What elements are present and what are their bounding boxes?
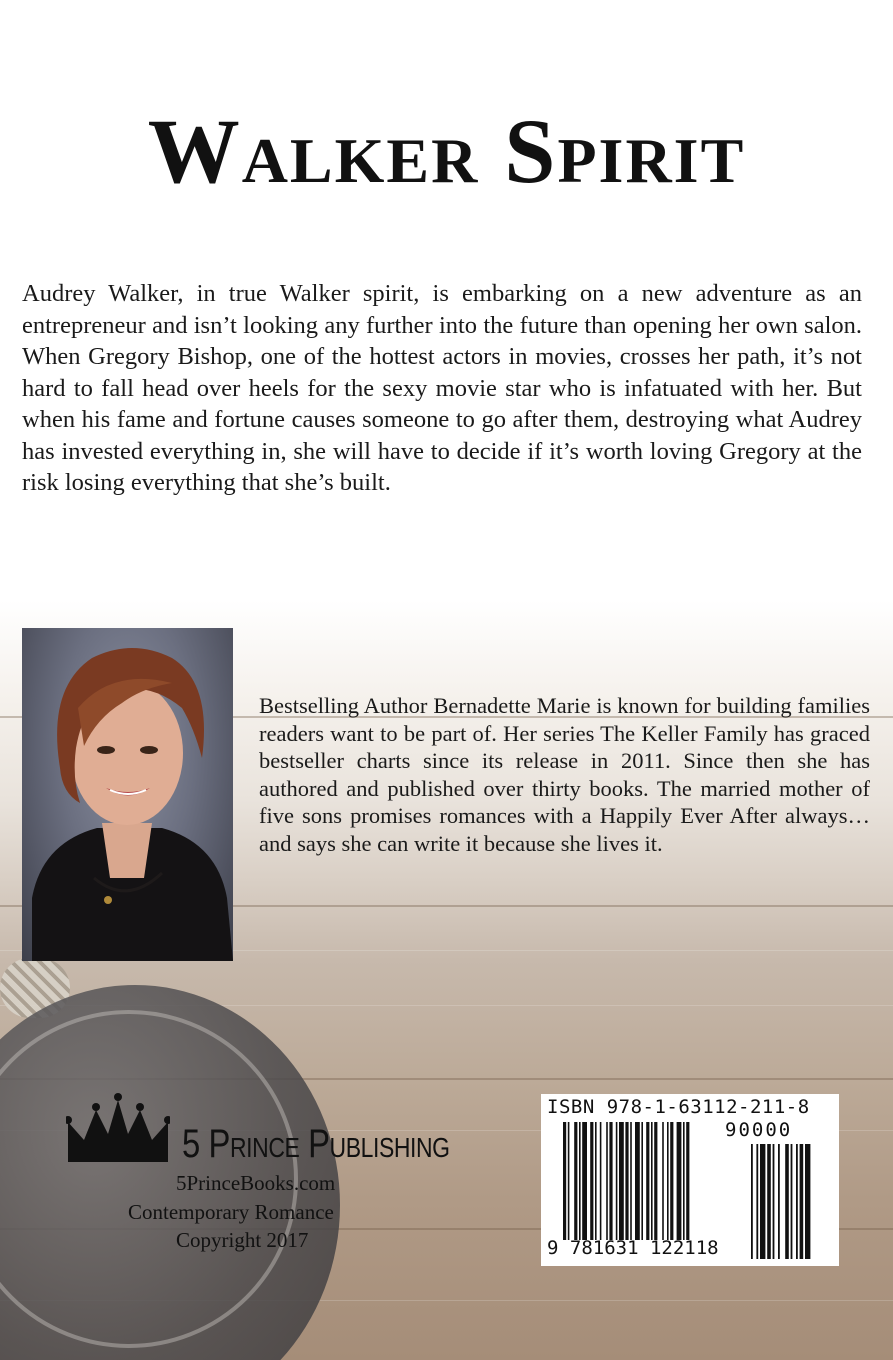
author-photo	[22, 628, 233, 961]
author-portrait-image	[22, 628, 233, 961]
publisher-website: 5PrinceBooks.com	[176, 1171, 336, 1195]
copyright-notice: Copyright 2017	[176, 1228, 309, 1252]
publisher-logo-block	[66, 1092, 506, 1262]
author-bio: Bestselling Author Bernadette Marie is known for building families readers want to be part of. Her series The Keller Family has graced bestseller charts since its release in 2011. Since then she has authored and published over thirty books. The married mother of five sons promises romances with a Happily Ever After always…and says she can write it because she lives it.	[259, 693, 870, 856]
ean-digits: 9 781631 122118	[547, 1237, 719, 1259]
publisher-name: 5 Prince Publishing	[182, 1122, 450, 1166]
book-title: Walker Spirit	[147, 100, 746, 202]
book-genre: Contemporary Romance	[128, 1200, 334, 1224]
isbn-number: ISBN 978-1-63112-211-8	[547, 1096, 810, 1118]
crown-icon	[66, 1092, 170, 1166]
book-blurb: Audrey Walker, in true Walker spirit, is embarking on a new adventure as an entrepreneur and isn’t looking any further into the future than opening her own salon. When Gregory Bishop, one of the hottest actors in movies, crosses her path, it’s not hard to fall head over heels for the sexy movie star who is infatuated with her. But when his fame and fortune causes someone to go after them, destroying what Audrey has invested everything in, she will have to decide if it’s worth loving Gregory at the risk losing everything that she’s built.	[22, 280, 862, 496]
isbn-barcode	[541, 1094, 839, 1266]
price-code: 90000	[725, 1119, 793, 1141]
